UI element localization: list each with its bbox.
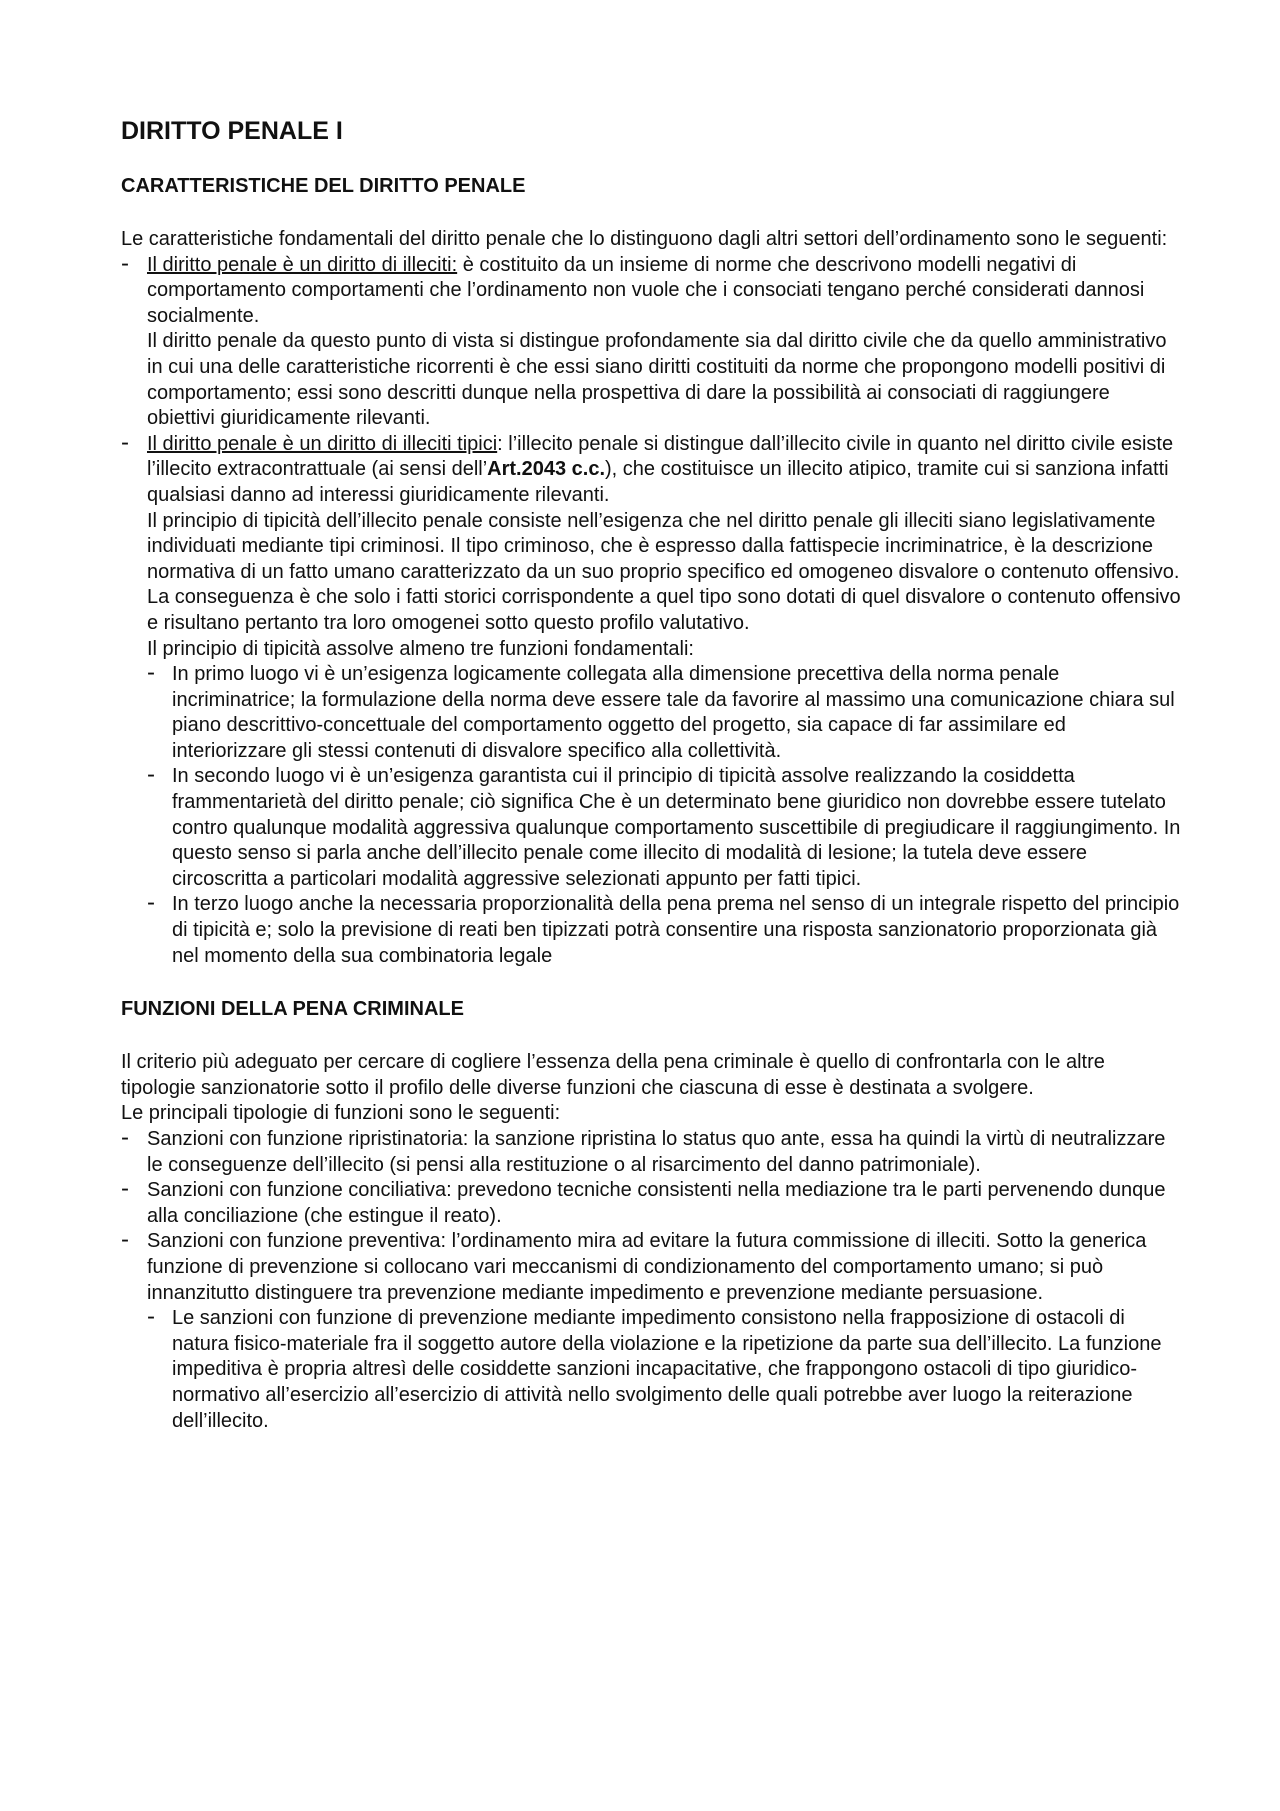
list-item-label: Il diritto penale è un diritto di illeciti:: [147, 253, 458, 276]
list-item: - Sanzioni con funzione conciliativa: prevedono tecniche consistenti nella mediazione tra le parti pervenendo dunque alla conciliazione (che estingue il reato).: [121, 1178, 1181, 1229]
list-item-text: è costituito da un insieme di norme che descrivono modelli negativi di comportamento comportamenti che l’ordinamento non vuole che i consociati tengano perché considerati dannosi socialmente.: [147, 253, 1145, 327]
section-heading-funzioni: FUNZIONI DELLA PENA CRIMINALE: [121, 998, 464, 1021]
paragraph: Le principali tipologie di funzioni sono le seguenti:: [121, 1102, 561, 1125]
section-intro: Il criterio più adeguato per cercare di cogliere l’essenza della pena criminale è quello di confrontarla con le altre tipologie sanzionatorie sotto il profilo delle diverse funzioni che ciascuna di esse è destinata a svolgere.: [121, 1051, 1105, 1099]
paragraph: Il diritto penale da questo punto di vista si distingue profondamente sia dal diritto civile che da quello amministrativo in cui una delle caratteristiche ricorrenti è che essi siano diritti costituiti da norme che propongono modelli positivi di comportamento; essi sono descritti dunque nella prospettiva di dare la possibilità ai consociati di raggiungere obiettivi giuridicamente rilevanti.: [147, 330, 1167, 430]
list-item: - Sanzioni con funzione ripristinatoria: la sanzione ripristina lo status quo ante, essa ha quindi la virtù di neutralizzare le conseguenze dell’illecito (si pensi alla restituzione o al risarcimento del danno patrimoniale).: [121, 1127, 1181, 1178]
article-reference: Art.2043 c.c.: [487, 458, 606, 481]
sublist-item: - In primo luogo vi è un’esigenza logicamente collegata alla dimensione precettiva della norma penale incriminatrice; la formulazione della norma deve essere tale da favorire al massimo una comunicazione chiara sul piano descrittivo-concettuale del comportamento oggetto del progetto, sia capace di far assimilare ed interiorizzare gli stessi contenuti di disvalore specifico alla collettività.: [147, 662, 1181, 764]
list-item-text: : l’illecito penale si distingue dall’illecito civile in quanto nel diritto civile esiste l’illecito extracontrattuale (ai sensi dell’: [147, 432, 1174, 481]
document-page: [121, 116, 1181, 1434]
list-item: [121, 253, 1181, 432]
section-heading-caratteristiche: CARATTERISTICHE DEL DIRITTO PENALE: [121, 175, 526, 197]
paragraph: Il principio di tipicità assolve almeno tre funzioni fondamentali:: [147, 637, 694, 660]
paragraph: Il principio di tipicità dell’illecito penale consiste nell’esigenza che nel diritto penale gli illeciti siano legislativamente individuati mediante tipi criminosi. Il tipo criminoso, che è espresso dalla fattispecie incriminatrice, è la descrizione normativa di un fatto umano caratterizzato da un suo proprio specifico ed omogeneo disvalore o contenuto offensivo. La conseguenza è che solo i fatti storici corrispondente a quel tipo sono dotati di quel disvalore o contenuto offensivo e risultano pertanto tra loro omogenei sotto questo profilo valutativo.: [147, 509, 1181, 634]
list-item-text: ), che costituisce un illecito atipico, tramite cui si sanziona infatti qualsiasi danno ad interessi giuridicamente rilevanti.: [147, 458, 1169, 506]
functions-list: [121, 1127, 1181, 1434]
section-intro: Le caratteristiche fondamentali del diritto penale che lo distinguono dagli altri settori dell’ordinamento sono le seguenti:: [121, 228, 1168, 250]
sublist-item: - In terzo luogo anche la necessaria proporzionalità della pena prema nel senso di un integrale rispetto del principio di tipicità e; solo la previsione di reati ben tipizzati potrà consentire una risposta sanzionatorio proporzionata già nel momento della sua combinatoria legale: [147, 892, 1181, 969]
list-item: [121, 432, 1181, 969]
list-item-text: Sanzioni con funzione preventiva: l’ordinamento mira ad evitare la futura commissione di illeciti. Sotto la generica funzione di prevenzione si collocano vari meccanismi di condizionamento del comportamento umano; si può innanzitutto distinguere tra prevenzione mediante impedimento e prevenzione mediante persuasione.: [147, 1230, 1147, 1304]
list-item: [121, 1229, 1181, 1434]
functions-sublist: [147, 662, 1181, 969]
prevention-sublist: [147, 1306, 1181, 1434]
characteristics-list: [121, 253, 1181, 970]
list-item-label: Il diritto penale è un diritto di illeciti tipici: [147, 432, 498, 455]
document-title: DIRITTO PENALE I: [121, 117, 343, 145]
sublist-item: - Le sanzioni con funzione di prevenzione mediante impedimento consistono nella frapposizione di ostacoli di natura fisico-materiale fra il soggetto autore della violazione e la ripetizione da parte sua dell’illecito. La funzione impeditiva è propria altresì delle cosiddette sanzioni incapacitative, che frappongono ostacoli di tipo giuridico-normativo all’esercizio all’esercizio di attività nello svolgimento delle quali potrebbe aver luogo la reiterazione dell’illecito.: [147, 1306, 1181, 1434]
sublist-item: - In secondo luogo vi è un’esigenza garantista cui il principio di tipicità assolve realizzando la cosiddetta frammentarietà del diritto penale; ciò significa Che è un determinato bene giuridico non dovrebbe essere tutelato contro qualunque modalità aggressiva qualunque comportamento suscettibile di pregiudicare il raggiungimento. In questo senso si parla anche dell’illecito penale come illecito di modalità di lesione; la tutela deve essere circoscritta a particolari modalità aggressive selezionati appunto per fatti tipici.: [147, 764, 1181, 892]
